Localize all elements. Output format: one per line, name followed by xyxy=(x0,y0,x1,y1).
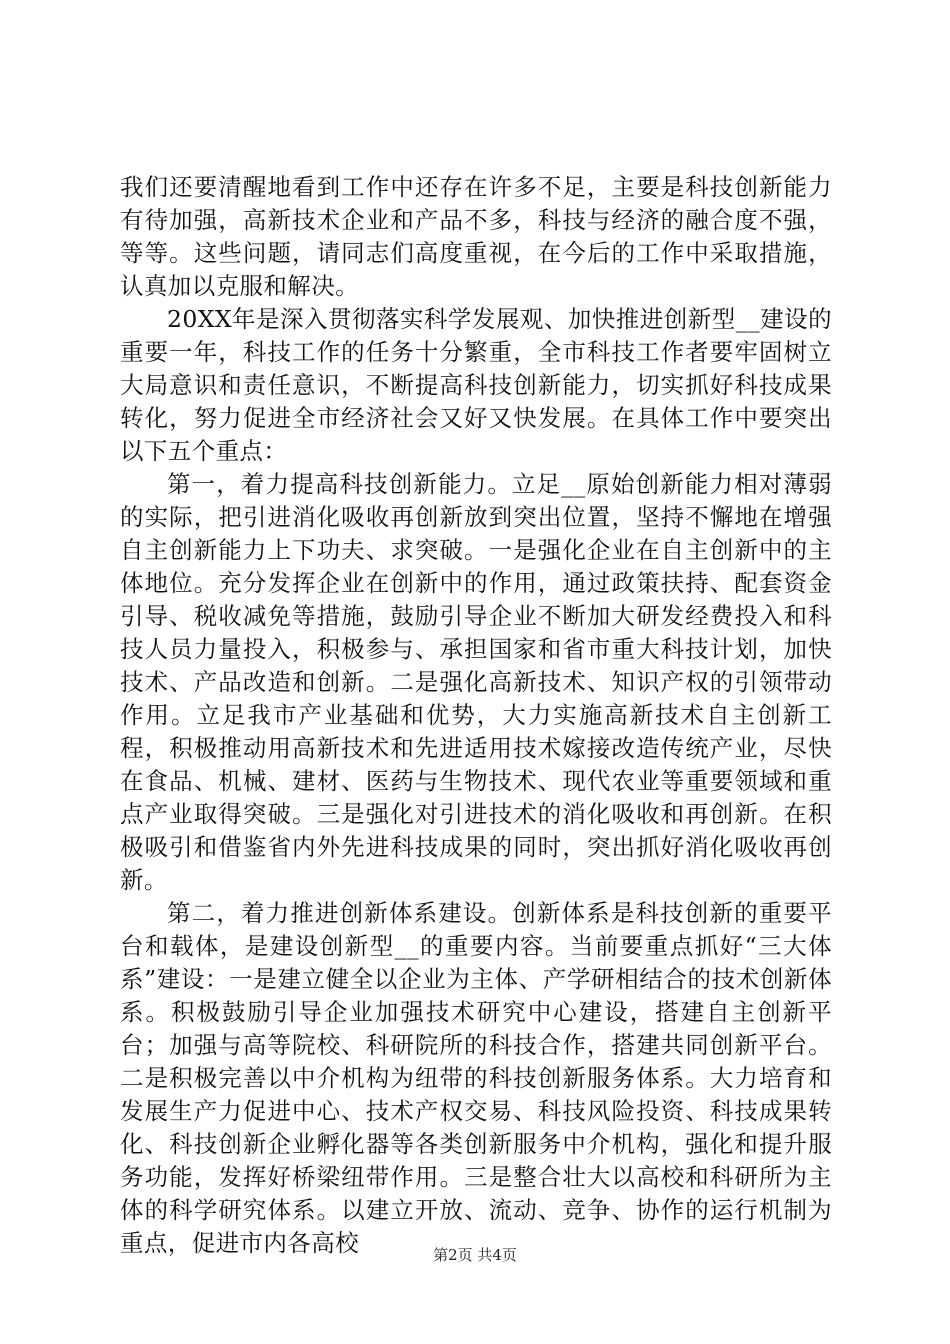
paragraph-2: 20XX年是深入贯彻落实科学发展观、加快推进创新型__建设的重要一年，科技工作的任务十分繁重，全市科技工作者要牢固树立大局意识和责任意识，不断提高科技创新能力，切实抓好科技成果转化，努力促进全市经济社会又好又快发展。在具体工作中要突出以下五个重点： xyxy=(120,305,832,465)
paragraph-1: 我们还要清醒地看到工作中还存在许多不足，主要是科技创新能力有待加强，高新技术企业和产品不多，科技与经济的融合度不强，等等。这些问题，请同志们高度重视，在今后的工作中采取措施，认真加以克服和解决。 xyxy=(120,173,832,300)
page-number-footer: 第2页 共4页 xyxy=(433,1246,517,1264)
document-body xyxy=(120,171,832,1260)
paragraph-4: 第二，着力推进创新体系建设。创新体系是科技创新的重要平台和载体，是建设创新型__的重要内容。当前要重点抓好“三大体系”建设：一是建立健全以企业为主体、产学研相结合的技术创新体系。积极鼓励引导企业加强技术研究中心建设，搭建自主创新平台；加强与高等院校、科研院所的科技合作，搭建共同创新平台。二是积极完善以中介机构为纽带的科技创新服务体系。大力培育和发展生产力促进中心、技术产权交易、科技风险投资、科技成果转化、科技创新企业孵化器等各类创新服务中介机构，强化和提升服务功能，发挥好桥梁纽带作用。三是整合壮大以高校和科研所为主体的科学研究体系。以建立开放、流动、竞争、协作的运行机制为重点，促进市内各高校 xyxy=(120,899,832,1257)
paragraph-3: 第一，着力提高科技创新能力。立足__原始创新能力相对薄弱的实际，把引进消化吸收再创新放到突出位置，坚持不懈地在增强自主创新能力上下功夫、求突破。一是强化企业在自主创新中的主体地位。充分发挥企业在创新中的作用，通过政策扶持、配套资金引导、税收减免等措施，鼓励引导企业不断加大研发经费投入和科技人员力量投入，积极参与、承担国家和省市重大科技计划，加快技术、产品改造和创新。二是强化高新技术、知识产权的引领带动作用。立足我市产业基础和优势，大力实施高新技术自主创新工程，积极推动用高新技术和先进适用技术嫁接改造传统产业，尽快在食品、机械、建材、医药与生物技术、现代农业等重要领域和重点产业取得突破。三是强化对引进技术的消化吸收和再创新。在积极吸引和借鉴省内外先进科技成果的同时，突出抓好消化吸收再创新。 xyxy=(120,470,832,894)
